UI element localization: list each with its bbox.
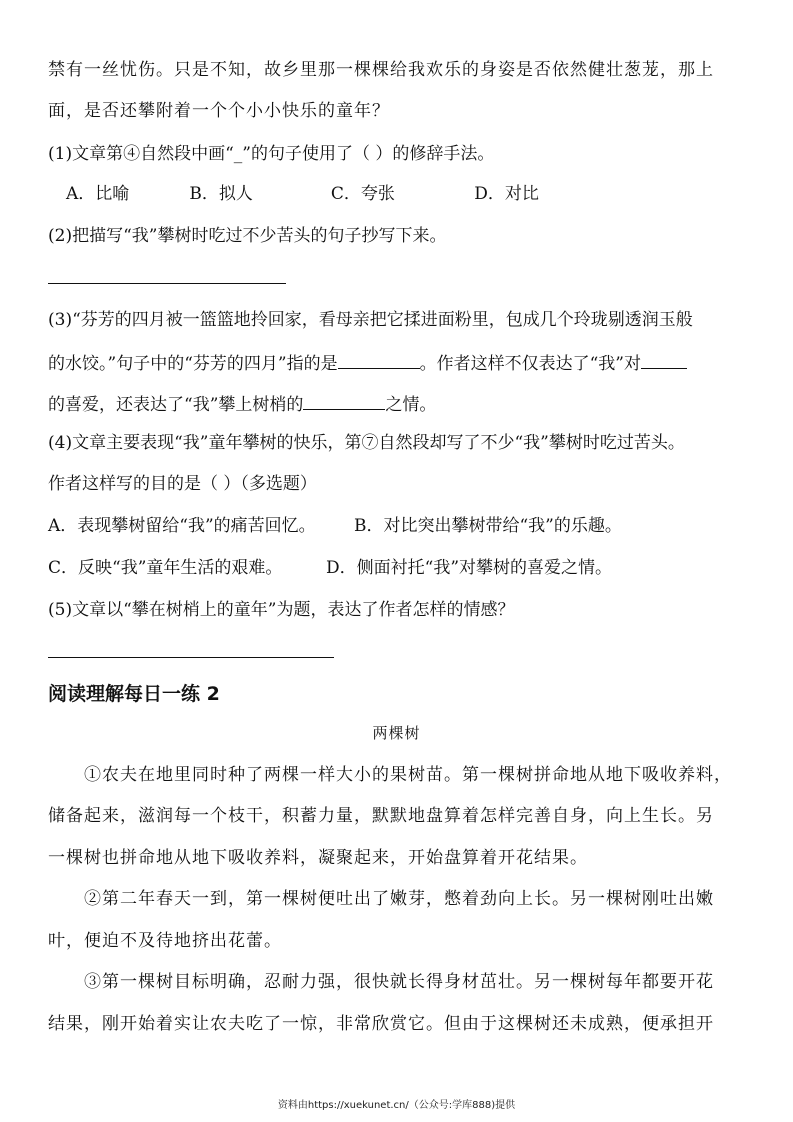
option-d: D．对比: [474, 184, 539, 204]
answer-line-q5[interactable]: [48, 657, 334, 658]
question-3-text-d: 之情。: [385, 395, 437, 415]
option-c: C．反映“我”童年生活的艰难。: [48, 558, 283, 578]
blank-feeling[interactable]: [303, 391, 385, 410]
passage2-line-1: ①农夫在地里同时种了两棵一样大小的果树苗。第一棵树拼命地从地下吸收养料，: [84, 765, 732, 785]
question-3-text-b: 。作者这样不仅表达了“我”对: [419, 354, 641, 374]
option-b: B．拟人: [189, 184, 253, 204]
question-4-options-row-2: [48, 556, 745, 580]
question-5-stem: (5)文章以“攀在树梢上的童年”为题，表达了作者怎样的情感？: [48, 600, 515, 620]
passage-title: 两棵树: [372, 724, 421, 742]
passage2-line-6: ③第一棵树目标明确，忍耐力强，很快就长得身材茁壮。另一棵树每年都要开花: [84, 972, 714, 992]
passage2-line-7: 结果，刚开始着实让农夫吃了一惊，非常欣赏它。但由于这棵树还未成熟，便承担开: [48, 1014, 714, 1034]
passage2-line-2: 储备起来，滋润每一个枝干，积蓄力量，默默地盘算着怎样完善自身，向上生长。另: [48, 806, 714, 826]
passage-line-2: 面，是否还攀附着一个个小小快乐的童年？: [48, 101, 390, 121]
blank-fragrant-april[interactable]: [338, 350, 420, 369]
option-a: A．比喻: [66, 184, 130, 204]
question-4-options-row-1: [48, 514, 745, 538]
question-3-text-c: 的喜爱，还表达了“我”攀上树梢的: [48, 395, 304, 415]
passage2-line-4: ②第二年春天一到，第一棵树便吐出了嫩芽，憋着劲向上长。另一棵树刚吐出嫩: [84, 889, 714, 909]
question-3-line-3: [48, 391, 745, 417]
option-b: B．对比突出攀树带给“我”的乐趣。: [354, 516, 622, 536]
question-1-stem: (1)文章第④自然段中画“_”的句子使用了（ ）的修辞手法。: [48, 144, 495, 164]
passage2-line-3: 一棵树也拼命地从地下吸收养料，凝聚起来，开始盘算着开花结果。: [48, 848, 588, 868]
page-footer: 资料由https://xuekunet.cn/（公众号:学库888)提供: [277, 1100, 516, 1111]
question-4-line-1: (4)文章主要表现“我”童年攀树的快乐，第⑦自然段却写了不少“我”攀树时吃过苦头。: [48, 433, 685, 453]
question-2-stem: (2)把描写“我”攀树时吃过不少苦头的句子抄写下来。: [48, 226, 447, 246]
question-3-line-1: (3)“芬芳的四月被一篮篮地拎回家，看母亲把它揉进面粉里，包成几个玲珑剔透润玉般: [48, 310, 693, 330]
question-1-options: [66, 182, 745, 206]
blank-love-object[interactable]: [641, 350, 687, 369]
section-heading: 阅读理解每日一练 2: [48, 683, 220, 705]
option-c: C．夸张: [330, 184, 395, 204]
passage-line-1: 禁有一丝忧伤。只是不知，故乡里那一棵棵给我欢乐的身姿是否依然健壮葱茏，那上: [48, 60, 714, 80]
question-3-line-2: [48, 350, 745, 376]
question-3-text-a: 的水饺。”句子中的“芬芳的四月”指的是: [48, 354, 338, 374]
answer-line-q2[interactable]: [48, 283, 286, 284]
passage2-line-5: 叶，便迫不及待地挤出花蕾。: [48, 931, 282, 951]
option-d: D．侧面衬托“我”对攀树的喜爱之情。: [326, 558, 613, 578]
question-4-line-2: 作者这样写的目的是（ ）（多选题）: [48, 474, 317, 494]
option-a: A．表现攀树留给“我”的痛苦回忆。: [48, 516, 316, 536]
